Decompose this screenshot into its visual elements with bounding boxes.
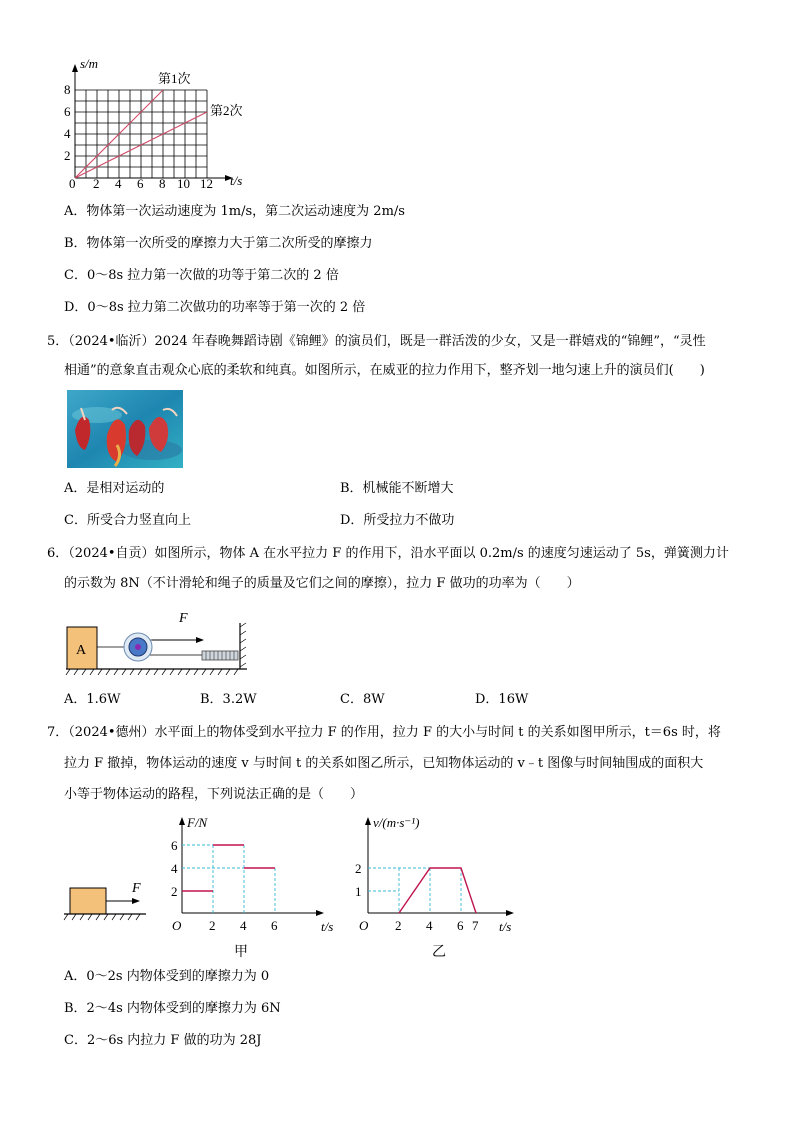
q5-option-d: D．所受拉力不做功 [340,513,455,528]
q6-force-label: F [179,611,188,626]
q7-ft-origin: O [172,918,182,933]
q7-stem-line2: 拉力 F 撤掉，物体运动的速度 v 与时间 t 的关系如图乙所示，已知物体运动的 v﹣t 图像与时间轴围成的面积大 [64,756,704,771]
q4-option-d: D．0～8s 拉力第二次做功的功率等于第一次的 2 倍 [64,300,366,315]
q6-option-c: C．8W [340,692,385,707]
q6-force-arrowhead [196,637,204,643]
q7-vt-y-label: v/(m·s⁻¹) [373,815,420,830]
q4-xtick: 0 [69,176,76,190]
q6-block-label: A [76,643,87,658]
q4-ytick: 8 [64,82,71,97]
q7-ft-graph [170,810,345,965]
q6-ground-hatch [66,669,238,675]
q7-ft-y-label: F/N [187,815,208,830]
q4-xtick: 2 [93,176,100,190]
q7-vt-series [399,868,476,913]
q6-pulley-axle [135,644,141,650]
q7-stem-line3: 小等于物体运动的路程，下列说法正确的是（ ） [64,787,364,802]
q7-vt-xtick: 2 [395,918,402,933]
q7-vt-x-label: t/s [499,919,512,934]
q7-block [70,888,106,914]
q5-option-c: C．所受合力竖直向上 [64,513,191,528]
q7-ft-ytick: 4 [171,861,178,876]
q7-ft-guides [182,845,275,913]
q7-vt-x-arrow [506,910,514,916]
q7-ft-x-label: t/s [321,919,334,934]
q4-y-arrow [72,64,78,72]
q4-option-c: C．0～8s 拉力第一次做的功等于第二次的 2 倍 [64,268,339,283]
q5-stem-line1: 5．（2024•临沂）2024 年春晚舞蹈诗剧《锦鲤》的演员们，既是一群活泼的少女，又是一群嬉戏的“锦鲤”，“灵性 [47,334,706,349]
q4-st-graph [60,55,260,190]
q6-spring-scale [202,651,238,660]
q4-option-a: A．物体第一次运动速度为 1m/s，第二次运动速度为 2m/s [64,204,405,219]
q7-vt-graph [350,810,525,965]
q4-xtick: 6 [137,176,144,190]
q7-force-arrowhead [132,898,140,904]
q7-ft-xtick: 2 [209,918,216,933]
q7-vt-xtick: 7 [472,918,479,933]
q4-label-second: 第2次 [210,103,243,118]
q7-ft-x-arrow [316,910,324,916]
q7-vt-ytick: 2 [355,861,362,876]
q7-option-b: B．2～4s 内物体受到的摩擦力为 6N [64,1001,281,1016]
q4-ytick: 2 [64,148,71,163]
q7-ground-hatch [64,914,140,920]
q6-option-d: D．16W [475,692,529,707]
q6-option-a: A．1.6W [64,692,121,707]
q4-xtick: 10 [177,176,190,190]
q7-ft-xtick: 4 [240,918,247,933]
q6-wall-hatch [240,623,246,667]
q7-force-label: F [132,881,141,896]
q4-ytick: 4 [64,126,71,141]
q7-vt-ytick: 1 [355,884,362,899]
q7-stem-line1: 7．（2024•德州）水平面上的物体受到水平拉力 F 的作用，拉力 F 的大小与时间 t 的关系如图甲所示，t＝6s 时，将 [47,725,721,740]
q4-option-b: B．物体第一次所受的摩擦力大于第二次所受的摩擦力 [64,236,373,251]
q6-stem-line2: 的示数为 8N（不计滑轮和绳子的质量及它们之间的摩擦），拉力 F 做功的功率为（ ） [64,576,580,591]
q5-stem-line2: 相通”的意象直击观众心底的柔软和纯真。如图所示，在威亚的拉力作用下，整齐划一地匀速上升的演员们( ) [64,363,705,378]
q7-ft-y-arrow [179,817,185,825]
q6-option-b: B．3.2W [200,692,257,707]
q7-vt-y-arrow [365,817,371,825]
q7-vt-caption: 乙 [432,945,446,960]
q7-ft-ytick: 2 [171,884,178,899]
q5-dancers-photo [67,390,183,468]
q7-option-c: C．2～6s 内拉力 F 做的功为 28J [64,1033,262,1048]
q7-vt-xtick: 4 [426,918,433,933]
q7-ft-ytick: 6 [171,838,178,853]
q5-option-b: B．机械能不断增大 [340,481,454,496]
q4-x-axis-label: t/s [230,173,243,188]
q6-pulley-figure [62,605,252,685]
q7-ft-xtick: 6 [271,918,278,933]
q4-xtick: 4 [115,176,122,190]
q4-xtick: 12 [200,176,213,190]
q7-vt-xtick: 6 [457,918,464,933]
q4-xtick: 8 [159,176,166,190]
q7-option-a: A．0～2s 内物体受到的摩擦力为 0 [64,969,270,984]
q5-option-a: A．是相对运动的 [64,481,165,496]
q7-vt-origin: O [359,918,369,933]
q7-ft-caption: 甲 [234,945,248,960]
q4-y-axis-label: s/m [80,56,99,71]
dancers-illustration [67,390,183,468]
q7-block-figure [62,878,162,928]
q4-label-first: 第1次 [158,71,191,86]
q6-stem-line1: 6．（2024•自贡）如图所示，物体 A 在水平拉力 F 的作用下，沿水平面以 0.2m/s 的速度匀速运动了 5s，弹簧测力计 [47,546,729,561]
q4-ytick: 6 [64,104,71,119]
q4-grid [75,90,207,178]
